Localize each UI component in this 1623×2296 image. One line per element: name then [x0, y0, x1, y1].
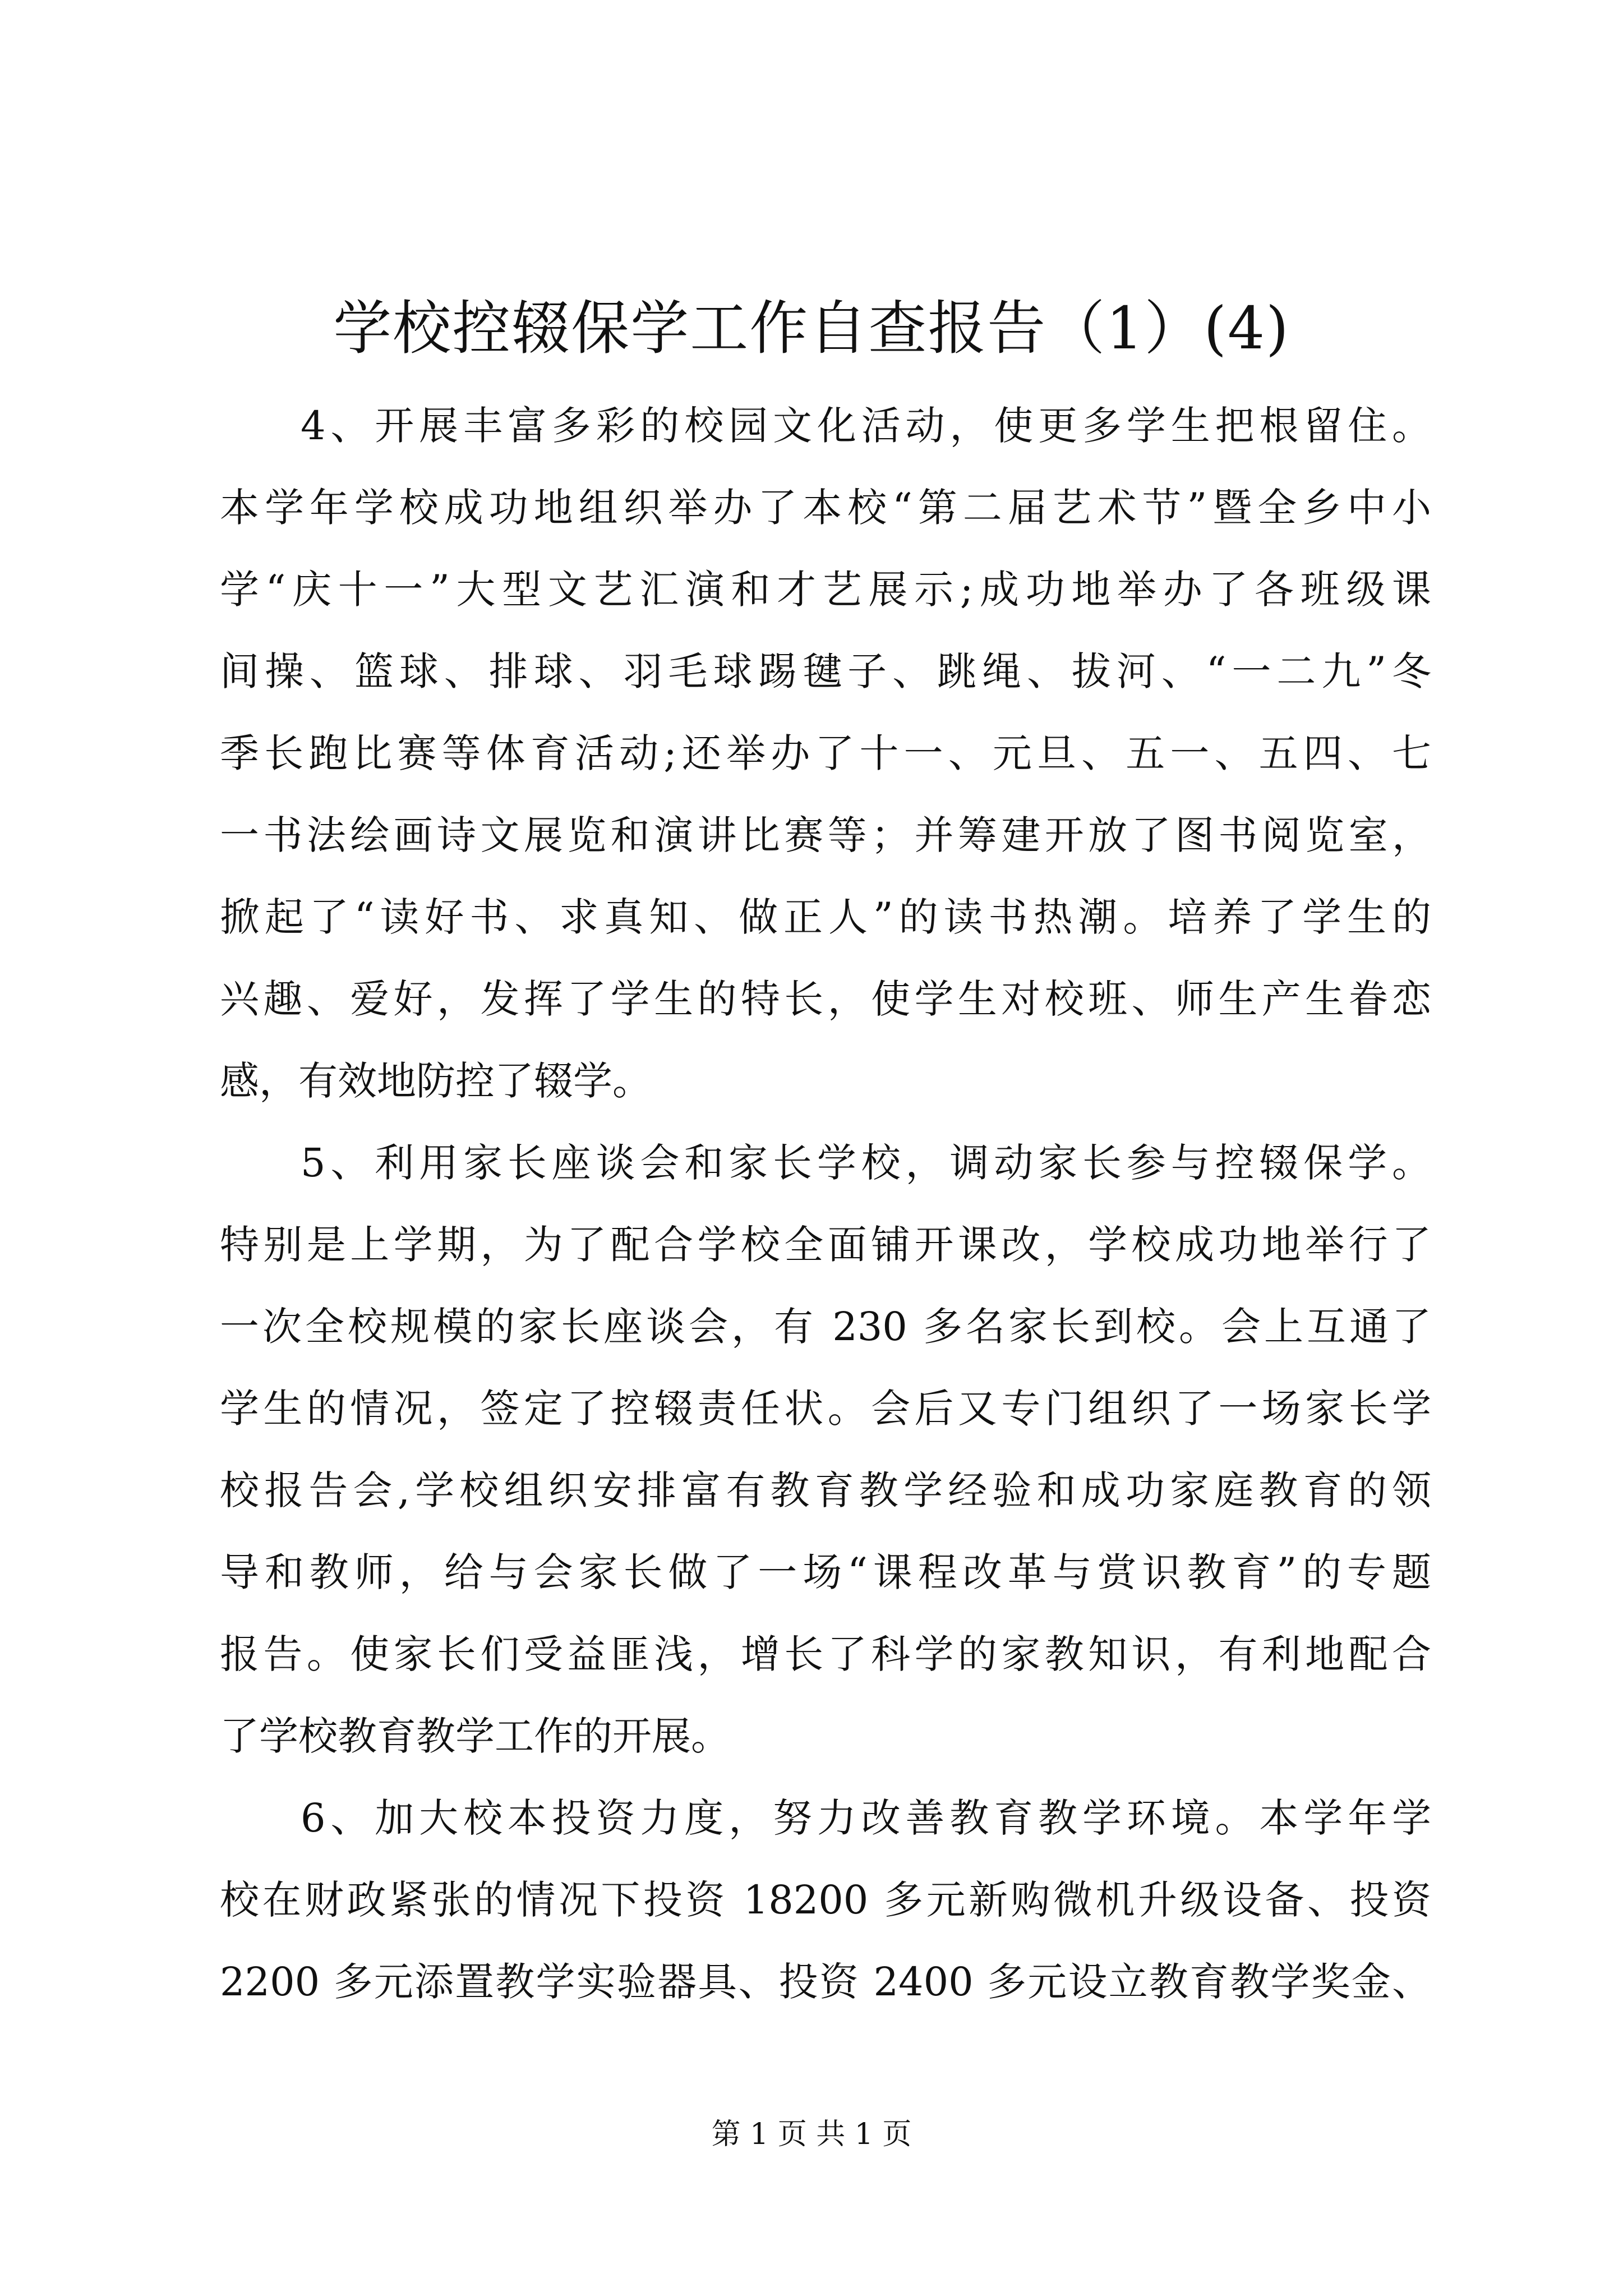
text-line: 4、开展丰富多彩的校园文化活动，使更多学生把根留住。: [301, 403, 1431, 449]
text-line: 间操、篮球、排球、羽毛球踢毽子、跳绳、拔河、“一二九”冬: [220, 648, 1431, 694]
text-line: 了学校教育教学工作的开展。: [220, 1713, 730, 1759]
text-line: 兴趣、爱好，发挥了学生的特长，使学生对校班、师生产生眷恋: [220, 976, 1431, 1022]
paragraph-1: [220, 385, 1431, 1122]
page-title: 学校控辍保学工作自查报告（1）(4): [333, 294, 1290, 362]
text-line: 一次全校规模的家长座谈会，有 230 多名家长到校。会上互通了: [220, 1304, 1431, 1350]
text-line: 5、利用家长座谈会和家长学校，调动家长参与控辍保学。: [301, 1140, 1431, 1186]
text-line: 本学年学校成功地组织举办了本校“第二届艺术节”暨全乡中小: [220, 485, 1431, 531]
document-body: [220, 385, 1431, 2023]
text-line: 报告。使家长们受益匪浅，增长了科学的家教知识，有利地配合: [220, 1631, 1431, 1677]
text-line: 学“庆十一”大型文艺汇演和才艺展示;成功地举办了各班级课: [220, 567, 1431, 613]
paragraph-2: [220, 1122, 1431, 1777]
page-footer: 第 1 页 共 1 页: [711, 2118, 912, 2151]
paragraph-3: [220, 1777, 1431, 2023]
text-line: 特别是上学期，为了配合学校全面铺开课改，学校成功地举行了: [220, 1222, 1431, 1268]
text-line: 2200 多元添置教学实验器具、投资 2400 多元设立教育教学奖金、: [220, 1959, 1431, 2005]
text-line: 掀起了“读好书、求真知、做正人”的读书热潮。培养了学生的: [220, 894, 1431, 940]
text-line: 校报告会,学校组织安排富有教育教学经验和成功家庭教育的领: [220, 1467, 1431, 1513]
text-line: 6、加大校本投资力度，努力改善教育教学环境。本学年学: [301, 1795, 1431, 1841]
text-line: 感，有效地防控了辍学。: [220, 1058, 652, 1104]
text-line: 一书法绘画诗文展览和演讲比赛等；并筹建开放了图书阅览室，: [220, 812, 1431, 858]
text-line: 学生的情况，签定了控辍责任状。会后又专门组织了一场家长学: [220, 1386, 1431, 1432]
text-line: 导和教师，给与会家长做了一场“课程改革与赏识教育”的专题: [220, 1549, 1431, 1595]
text-line: 季长跑比赛等体育活动;还举办了十一、元旦、五一、五四、七: [220, 730, 1431, 776]
text-line: 校在财政紧张的情况下投资 18200 多元新购微机升级设备、投资: [220, 1877, 1431, 1923]
